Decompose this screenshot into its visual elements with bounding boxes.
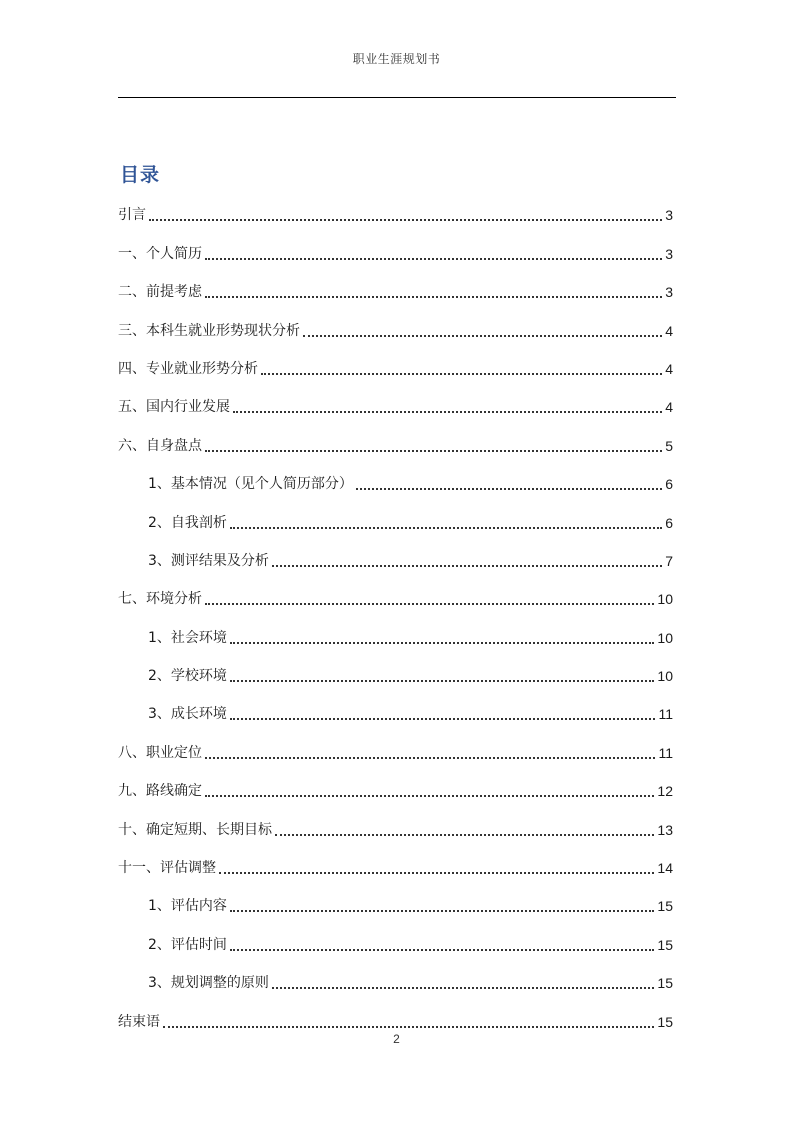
toc-entry-label: 六、自身盘点 xyxy=(118,437,202,454)
toc-entry-page-number: 11 xyxy=(658,744,673,761)
toc-entry-page-number: 4 xyxy=(665,399,673,416)
toc-dot-leader xyxy=(205,794,654,797)
toc-entry-label: 十一、评估调整 xyxy=(118,860,216,877)
toc-entry[interactable] xyxy=(118,995,673,1033)
toc-entry[interactable] xyxy=(118,803,673,841)
page-number: 2 xyxy=(393,1032,400,1046)
toc-entry-label: 3、成长环境 xyxy=(148,706,227,723)
toc-entry-page-number: 4 xyxy=(665,322,673,339)
toc-entry-page-number: 15 xyxy=(657,1013,673,1030)
toc-entry-label: 2、学校环境 xyxy=(148,668,227,685)
toc-entry[interactable] xyxy=(118,880,673,918)
toc-entry-label: 四、专业就业形势分析 xyxy=(118,360,258,377)
toc-entry-label: 五、国内行业发展 xyxy=(118,399,230,416)
toc-heading: 目录 xyxy=(120,164,161,186)
toc-entry[interactable] xyxy=(118,419,673,457)
toc-entry[interactable] xyxy=(118,381,673,419)
toc-entry-page-number: 6 xyxy=(665,514,673,531)
toc-entry-page-number: 12 xyxy=(657,783,673,800)
toc-entry-label: 3、规划调整的原则 xyxy=(148,975,269,992)
toc-entry-label: 二、前提考虑 xyxy=(118,284,202,301)
toc-dot-leader xyxy=(205,257,662,260)
toc-entry-page-number: 10 xyxy=(657,668,673,685)
toc-entry[interactable] xyxy=(118,918,673,956)
toc-dot-leader xyxy=(230,909,655,912)
toc-entry-page-number: 15 xyxy=(657,975,673,992)
toc-entry[interactable] xyxy=(118,535,673,573)
toc-dot-leader xyxy=(219,871,654,874)
toc-entry[interactable] xyxy=(118,726,673,764)
toc-entry-page-number: 10 xyxy=(657,591,673,608)
toc-entry-label: 三、本科生就业形势现状分析 xyxy=(118,322,300,339)
toc-dot-leader xyxy=(230,641,655,644)
toc-entry-page-number: 5 xyxy=(665,437,673,454)
toc-entry-page-number: 3 xyxy=(665,245,673,262)
toc-dot-leader xyxy=(303,334,662,337)
toc-entry-label: 2、自我剖析 xyxy=(148,514,227,531)
toc-entry-page-number: 15 xyxy=(657,936,673,953)
toc-entry-label: 1、评估内容 xyxy=(148,898,227,915)
toc-dot-leader xyxy=(272,986,655,989)
toc-entry-label: 2、评估时间 xyxy=(148,936,227,953)
toc-dot-leader xyxy=(233,410,662,413)
toc-entry[interactable] xyxy=(118,842,673,880)
toc-dot-leader xyxy=(163,1025,654,1028)
header-divider xyxy=(118,97,676,98)
toc-entry[interactable] xyxy=(118,650,673,688)
toc-entry-label: 七、环境分析 xyxy=(118,591,202,608)
toc-entry-page-number: 4 xyxy=(665,360,673,377)
toc-entry-page-number: 13 xyxy=(657,821,673,838)
toc-entry-page-number: 3 xyxy=(665,284,673,301)
toc-entry[interactable] xyxy=(118,611,673,649)
toc-entry[interactable] xyxy=(118,688,673,726)
toc-entry-page-number: 15 xyxy=(657,898,673,915)
toc-entry[interactable] xyxy=(118,343,673,381)
toc-dot-leader xyxy=(261,372,662,375)
toc-entry[interactable] xyxy=(118,496,673,534)
toc-entry-label: 九、路线确定 xyxy=(118,783,202,800)
toc-entry-page-number: 6 xyxy=(665,476,673,493)
toc-entry[interactable] xyxy=(118,189,673,227)
toc-entry-page-number: 10 xyxy=(657,629,673,646)
toc-entry[interactable] xyxy=(118,573,673,611)
toc-dot-leader xyxy=(205,602,654,605)
toc-dot-leader xyxy=(275,833,654,836)
toc-entry-page-number: 3 xyxy=(665,207,673,224)
toc-entry[interactable] xyxy=(118,304,673,342)
toc-dot-leader xyxy=(230,679,655,682)
toc-entry[interactable] xyxy=(118,458,673,496)
table-of-contents xyxy=(118,189,673,1034)
toc-dot-leader xyxy=(272,564,662,567)
toc-entry-page-number: 7 xyxy=(665,552,673,569)
toc-entry-label: 1、社会环境 xyxy=(148,629,227,646)
toc-entry-page-number: 14 xyxy=(657,860,673,877)
document-header-title: 职业生涯规划书 xyxy=(352,52,441,66)
toc-entry[interactable] xyxy=(118,227,673,265)
toc-entry-label: 八、职业定位 xyxy=(118,744,202,761)
toc-dot-leader xyxy=(356,487,662,490)
toc-entry-label: 一、个人简历 xyxy=(118,245,202,262)
toc-entry-label: 1、基本情况（见个人简历部分） xyxy=(148,476,353,493)
toc-dot-leader xyxy=(230,948,655,951)
toc-dot-leader xyxy=(205,295,662,298)
toc-dot-leader xyxy=(205,756,655,759)
toc-entry-label: 引言 xyxy=(118,207,146,224)
toc-entry-label: 十、确定短期、长期目标 xyxy=(118,821,272,838)
toc-entry[interactable] xyxy=(118,765,673,803)
toc-entry-page-number: 11 xyxy=(658,706,673,723)
toc-entry[interactable] xyxy=(118,957,673,995)
toc-dot-leader xyxy=(205,449,662,452)
toc-dot-leader xyxy=(230,717,656,720)
toc-dot-leader xyxy=(230,526,662,529)
toc-entry-label: 3、测评结果及分析 xyxy=(148,552,269,569)
toc-entry-label: 结束语 xyxy=(118,1013,160,1030)
toc-dot-leader xyxy=(149,218,662,221)
toc-entry[interactable] xyxy=(118,266,673,304)
